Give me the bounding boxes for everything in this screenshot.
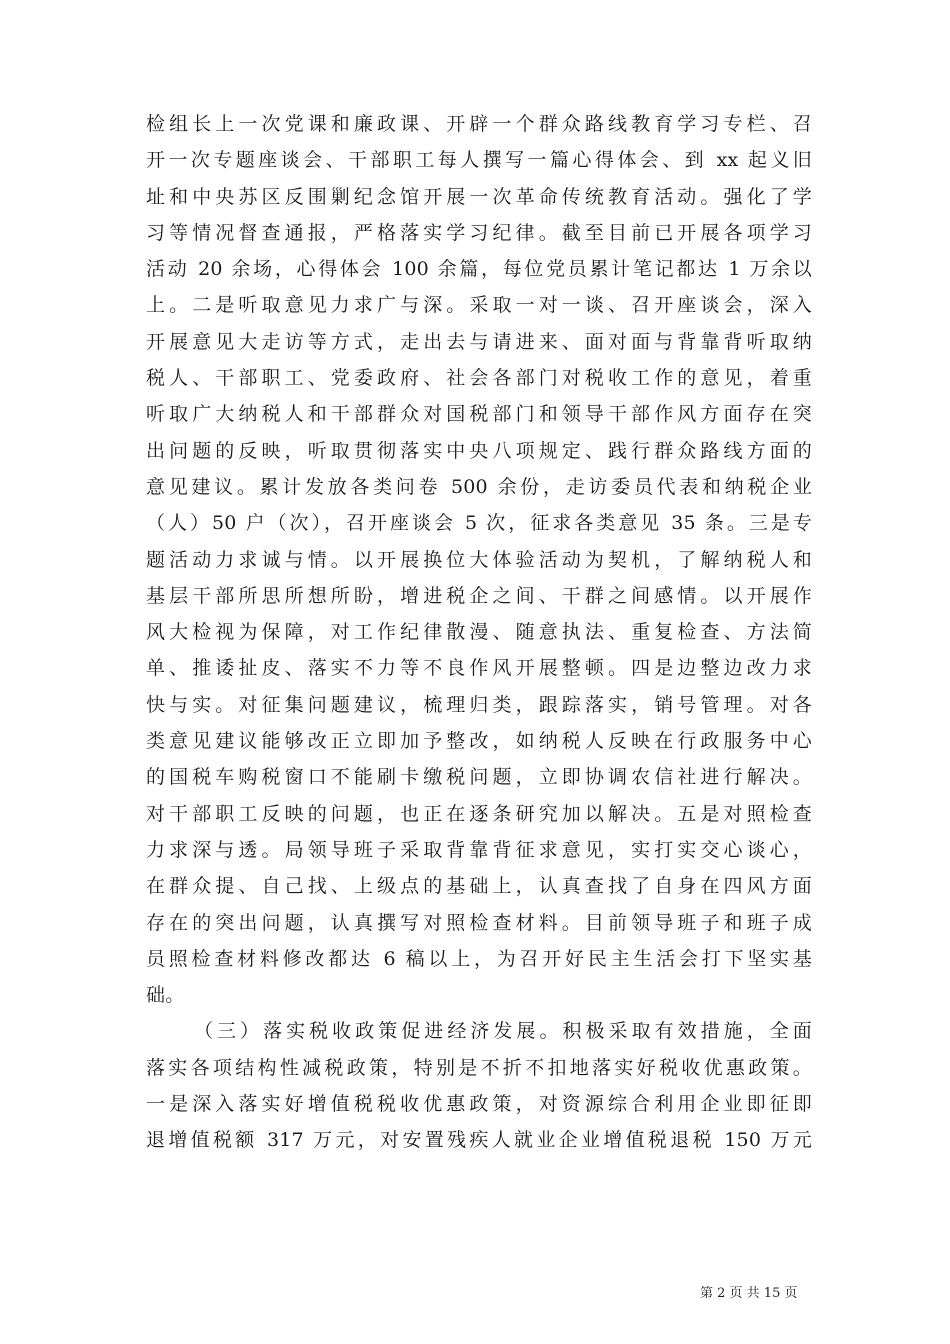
text-line: 听取广大纳税人和干部群众对国税部门和领导干部作风方面存在突: [146, 403, 812, 426]
text-line: 在群众提、自己找、上级点的基础上，认真查找了自身在四风方面: [146, 875, 812, 898]
text-line: 意见建议。累计发放各类问卷 500 余份，走访委员代表和纳税企业: [146, 475, 812, 498]
text-line: （人）50 户（次），召开座谈会 5 次，征求各类意见 35 条。三是专: [146, 512, 812, 535]
text-line: 风大检视为保障，对工作纪律散漫、随意执法、重复检查、方法简: [146, 621, 812, 644]
text-line: 力求深与透。局领导班子采取背靠背征求意见，实打实交心谈心，: [146, 838, 812, 861]
text-line: 习等情况督查通报，严格落实学习纪律。截至目前已开展各项学习: [146, 221, 812, 244]
section-heading-line: （三）落实税收政策促进经济发展。积极采取有效措施，全面: [194, 1020, 812, 1043]
text-line: 上。二是听取意见力求广与深。采取一对一谈、召开座谈会，深入: [146, 294, 812, 317]
text-line: 开展意见大走访等方式，走出去与请进来、面对面与背靠背听取纳: [146, 330, 812, 353]
text-line: 基层干部所思所想所盼，增进税企之间、干群之间感情。以开展作: [146, 584, 812, 607]
text-line: 出问题的反映，听取贯彻落实中央八项规定、践行群众路线方面的: [146, 439, 812, 462]
page-number: 第 2 页 共 15 页: [700, 1286, 798, 1301]
text-line: 题活动力求诚与情。以开展换位大体验活动为契机，了解纳税人和: [146, 548, 812, 571]
text-line: 开一次专题座谈会、干部职工每人撰写一篇心得体会、到 xx 起义旧: [146, 149, 812, 172]
text-line: 础。: [146, 984, 185, 1007]
text-line: 对干部职工反映的问题，也正在逐条研究加以解决。五是对照检查: [146, 802, 812, 825]
text-line: 存在的突出问题，认真撰写对照检查材料。目前领导班子和班子成: [146, 911, 812, 934]
text-line: 检组长上一次党课和廉政课、开辟一个群众路线教育学习专栏、召: [146, 113, 812, 135]
text-line: 税人、干部职工、党委政府、社会各部门对税收工作的意见，着重: [146, 367, 812, 390]
text-line: 一是深入落实好增值税税收优惠政策，对资源综合利用企业即征即: [146, 1093, 812, 1116]
text-line: 落实各项结构性减税政策，特别是不折不扣地落实好税收优惠政策。: [146, 1056, 812, 1079]
text-line: 单、推诿扯皮、落实不力等不良作风开展整顿。四是边整边改力求: [146, 657, 812, 680]
text-line: 退增值税额 317 万元，对安置残疾人就业企业增值税退税 150 万元: [146, 1129, 812, 1152]
text-line: 类意见建议能够改正立即加予整改，如纳税人反映在行政服务中心: [146, 730, 812, 753]
text-line: 员照检查材料修改都达 6 稿以上，为召开好民主生活会打下坚实基: [146, 947, 812, 970]
text-line: 活动 20 余场，心得体会 100 余篇，每位党员累计笔记都达 1 万余以: [146, 258, 812, 281]
body-text: [146, 106, 812, 1159]
text-line: 址和中央苏区反围剿纪念馆开展一次革命传统教育活动。强化了学: [146, 185, 812, 208]
text-line: 快与实。对征集问题建议，梳理归类，跟踪落实，销号管理。对各: [146, 693, 812, 716]
text-line: 的国税车购税窗口不能刷卡缴税问题，立即协调农信社进行解决。: [146, 766, 812, 789]
